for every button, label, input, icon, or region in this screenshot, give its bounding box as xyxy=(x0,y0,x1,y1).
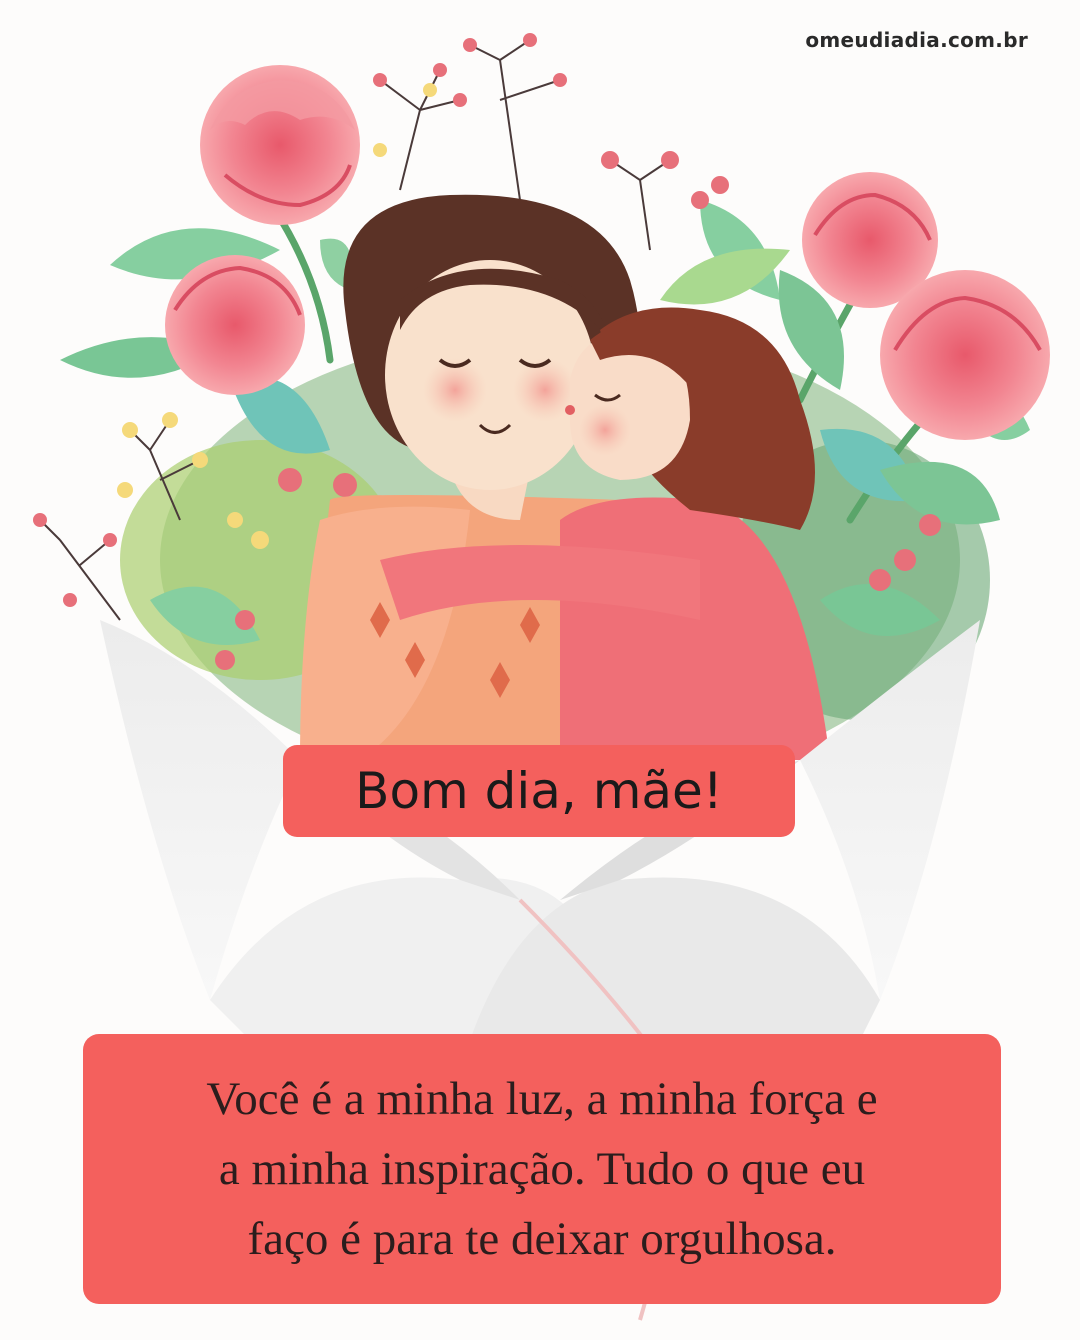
greeting-banner xyxy=(283,745,795,837)
greeting-text: Bom dia, mãe! xyxy=(355,762,723,820)
carnation-top-left xyxy=(200,65,360,225)
message-banner xyxy=(83,1034,1001,1304)
message-line: Você é a minha luz, a minha força e xyxy=(206,1073,878,1125)
message-line: a minha inspiração. Tudo o que eu xyxy=(218,1143,866,1195)
message-line: faço é para te deixar orgulhosa. xyxy=(247,1213,837,1265)
carnation-mid-right xyxy=(880,270,1050,440)
carnation-mid-left xyxy=(165,255,305,395)
site-watermark: omeudiadia.com.br xyxy=(805,28,1028,52)
message-text xyxy=(102,1064,982,1274)
